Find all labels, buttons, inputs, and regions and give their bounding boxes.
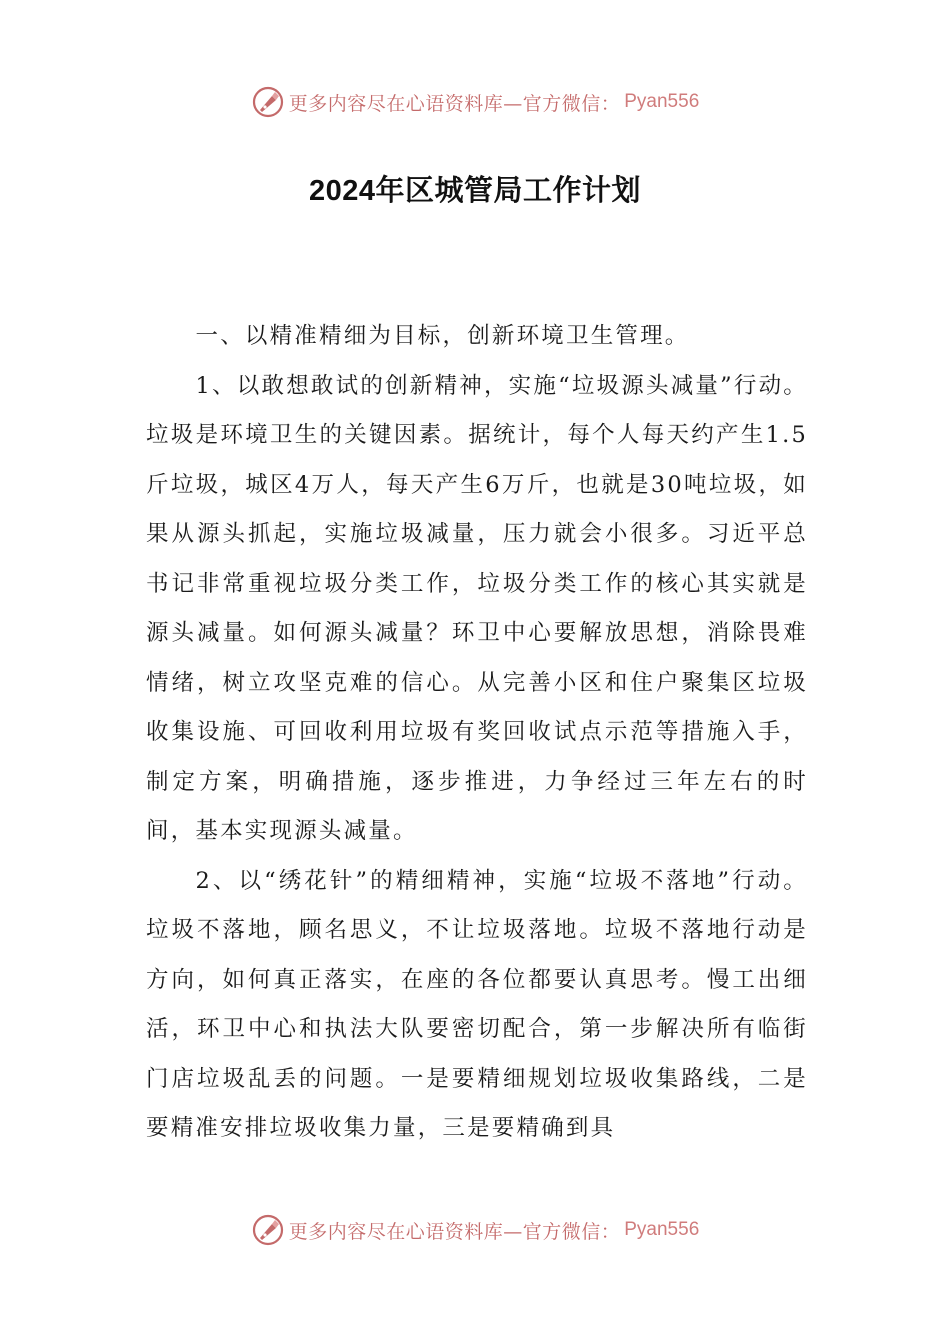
banner-wechat-handle: Pyan556 [624, 1219, 700, 1240]
pen-nib-logo-icon [251, 1213, 285, 1247]
section-heading: 一、以精准精细为目标，创新环境卫生管理。 [195, 323, 690, 349]
header-watermark-banner [0, 82, 950, 122]
document-title: 2024年区城管局工作计划 [308, 175, 641, 207]
pen-nib-logo-icon [251, 85, 285, 119]
banner-wechat-handle: Pyan556 [624, 91, 700, 112]
banner-text: 更多内容尽在心语资料库—官方微信： [288, 92, 621, 115]
body-paragraph: 2、以“绣花针”的精细精神，实施“垃圾不落地”行动。垃圾不落地，顾名思义，不让垃圾落地。垃圾不落地行动是方向，如何真正落实，在座的各位都要认真思考。慢工出细活，环卫中心和执法大队要密切配合，第一步解决所有临街门店垃圾乱丢的问题。一是要精细规划垃圾收集路线，二是要精准安排垃圾收集力量，三是要精确到具 [146, 867, 808, 1141]
banner-text: 更多内容尽在心语资料库—官方微信： [288, 1220, 621, 1243]
body-paragraph: 1、以敢想敢试的创新精神，实施“垃圾源头减量”行动。垃圾是环境卫生的关键因素。据统计，每个人每天约产生1.5斤垃圾，城区4万人，每天产生6万斤，也就是30吨垃圾，如果从源头抓起，实施垃圾减量，压力就会小很多。习近平总书记非常重视垃圾分类工作，垃圾分类工作的核心其实就是源头减量。如何源头减量？环卫中心要解放思想，消除畏难情绪，树立攻坚克难的信心。从完善小区和住户聚集区垃圾收集设施、可回收利用垃圾有奖回收试点示范等措施入手，制定方案，明确措施，逐步推进，力争经过三年左右的时间，基本实现源头减量。 [146, 372, 808, 844]
footer-watermark-banner [0, 1210, 950, 1250]
document-body [146, 312, 808, 1154]
